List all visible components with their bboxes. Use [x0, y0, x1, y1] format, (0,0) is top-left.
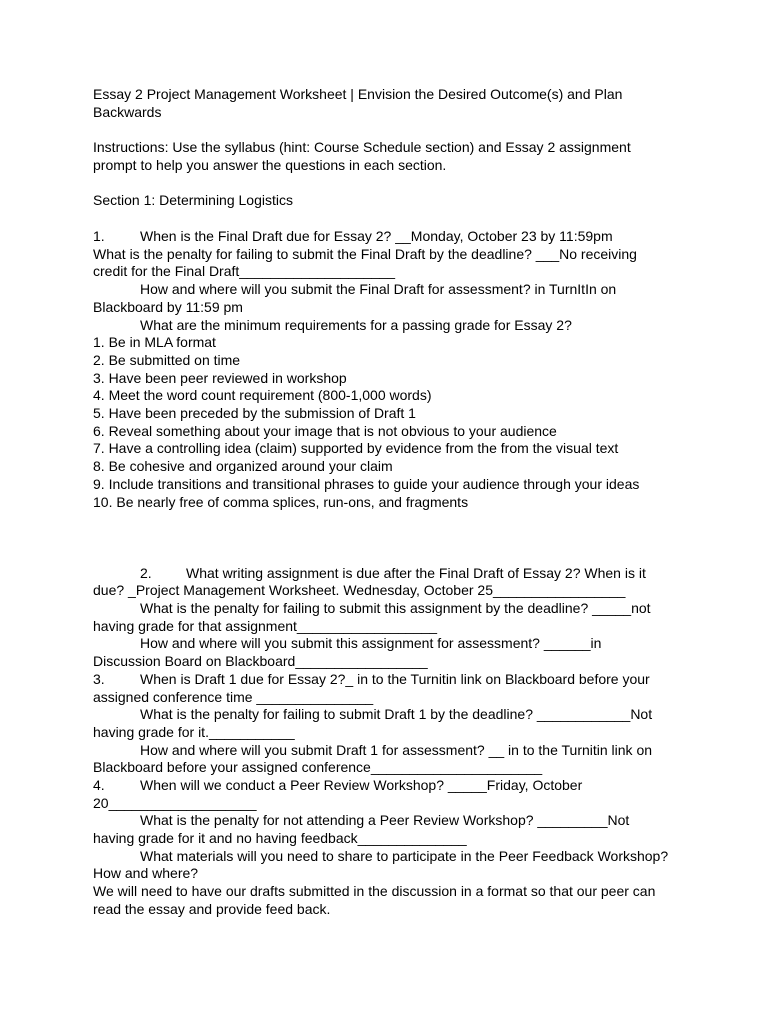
question-text: due? _Project Management Worksheet. Wednesday, October 25_________________	[93, 582, 626, 598]
instructions-text: Instructions: Use the syllabus (hint: Course Schedule section) and Essay 2 assignment	[93, 139, 631, 155]
question-text: Discussion Board on Blackboard_________________	[93, 653, 428, 669]
question-text: assigned conference time _______________	[93, 689, 374, 705]
question-text: having grade for it.___________	[93, 724, 295, 740]
list-item: 2. Be submitted on time	[93, 352, 241, 368]
question-text: When is the Final Draft due for Essay 2? __Monday, October 23 by 11:59pm	[140, 228, 613, 244]
answer-text: We will need to have our drafts submitted in the discussion in a format so that our peer can	[93, 883, 656, 899]
instructions-text-continued: prompt to help you answer the questions in each section.	[93, 157, 447, 173]
question-number: 3.	[93, 671, 105, 687]
list-item: 8. Be cohesive and organized around your claim	[93, 458, 393, 474]
question-text: having grade for that assignment__________________	[93, 618, 438, 634]
question-text: How and where will you submit this assignment for assessment? ______in	[140, 635, 602, 651]
list-item: 5. Have been preceded by the submission of Draft 1	[93, 405, 416, 421]
question-2	[140, 565, 646, 583]
list-item: 3. Have been peer reviewed in workshop	[93, 370, 347, 386]
question-text: What materials will you need to share to participate in the Peer Feedback Workshop?	[140, 848, 669, 864]
question-text: What are the minimum requirements for a passing grade for Essay 2?	[140, 317, 572, 333]
list-item: 10. Be nearly free of comma splices, run-ons, and fragments	[93, 494, 469, 510]
section-heading: Section 1: Determining Logistics	[93, 192, 293, 208]
question-number: 1.	[93, 228, 105, 244]
question-3	[93, 671, 650, 689]
question-text: When is Draft 1 due for Essay 2?_ in to the Turnitin link on Blackboard before your	[140, 671, 650, 687]
answer-text: read the essay and provide feed back.	[93, 901, 331, 917]
question-text: What is the penalty for failing to submit the Final Draft by the deadline? ___No receiving	[93, 246, 637, 262]
question-text: 20___________________	[93, 795, 257, 811]
list-item: 1. Be in MLA format	[93, 334, 216, 350]
list-item: 4. Meet the word count requirement (800-1,000 words)	[93, 387, 432, 403]
question-1	[93, 228, 613, 246]
question-number: 4.	[93, 777, 105, 793]
question-4	[93, 777, 582, 795]
question-text: Blackboard before your assigned conference______________________	[93, 759, 543, 775]
document-title: Essay 2 Project Management Worksheet | Envision the Desired Outcome(s) and Plan	[93, 86, 623, 102]
question-text: What is the penalty for failing to submit this assignment by the deadline? _____not	[140, 600, 651, 616]
list-item: 6. Reveal something about your image that is not obvious to your audience	[93, 423, 557, 439]
document-title-continued: Backwards	[93, 104, 162, 120]
question-number: 2.	[140, 565, 152, 581]
question-text: credit for the Final Draft____________________	[93, 263, 395, 279]
question-text: What writing assignment is due after the Final Draft of Essay 2? When is it	[186, 565, 646, 581]
question-text: How and where?	[93, 865, 199, 881]
question-text: How and where will you submit Draft 1 for assessment? __ in to the Turnitin link on	[140, 742, 653, 758]
question-text: What is the penalty for not attending a Peer Review Workshop? _________Not	[140, 812, 630, 828]
question-text: How and where will you submit the Final Draft for assessment? in TurnItIn on	[140, 281, 617, 297]
question-text: What is the penalty for failing to submit Draft 1 by the deadline? ____________Not	[140, 706, 653, 722]
list-item: 9. Include transitions and transitional phrases to guide your audience through your ideas	[93, 476, 640, 492]
question-text: Blackboard by 11:59 pm	[93, 299, 243, 315]
question-text: having grade for it and no having feedback______________	[93, 830, 467, 846]
list-item: 7. Have a controlling idea (claim) supported by evidence from the from the visual text	[93, 440, 619, 456]
question-text: When will we conduct a Peer Review Workshop? _____Friday, October	[140, 777, 583, 793]
